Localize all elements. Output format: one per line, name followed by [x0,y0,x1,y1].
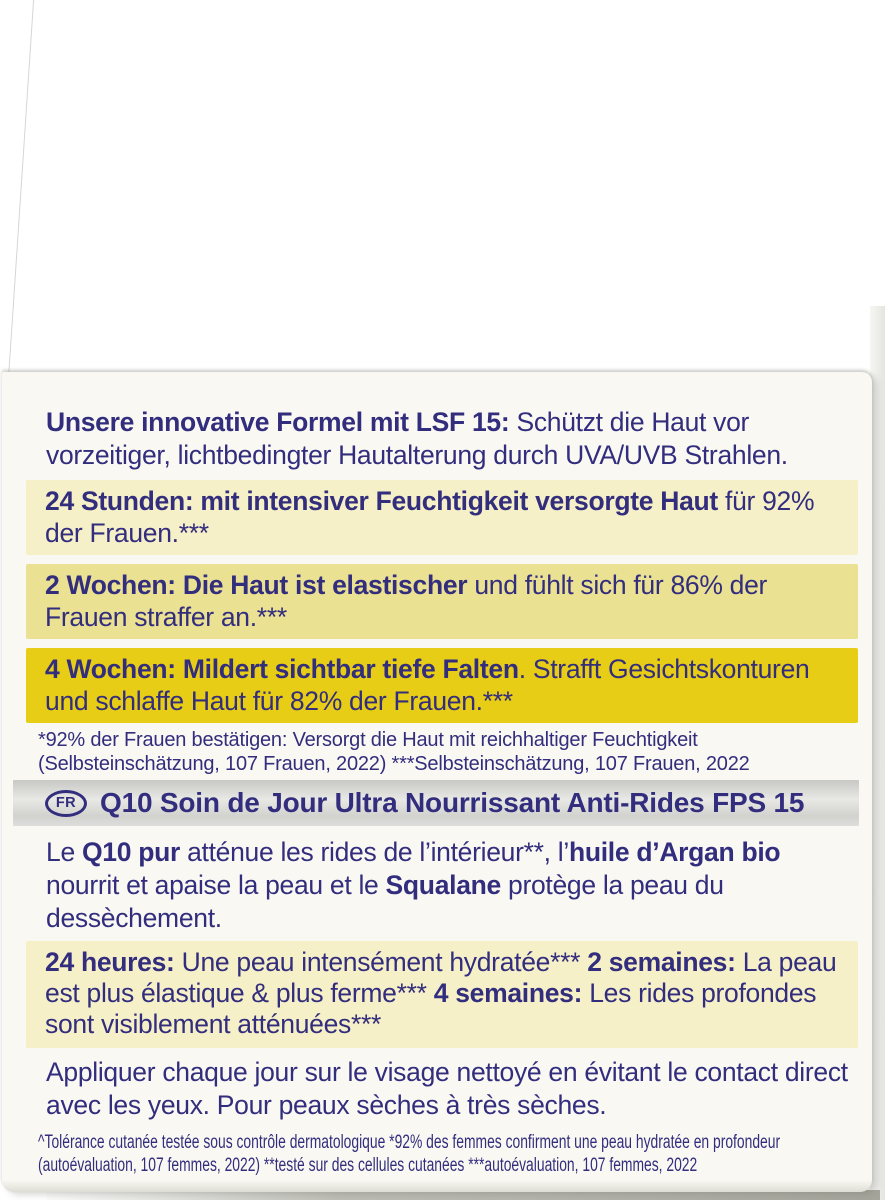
fr-desc-seg-6: protège la peau du dessèchement. [46,870,724,933]
fr-footnote: ^Tolérance cutanée testée sous contrôle dermatologique *92% des femmes confirment une peau hydratée en profondeur (autoévaluation, 107 femmes, 2022) **testé sur des cellules cutanées ***autoévaluation, 107 femmes, 2022 [38,1132,781,1176]
fr-description-paragraph [46,836,850,935]
de-intro-bold-text: Unsere innovative Formel mit LSF 15: [46,407,510,437]
de-footnote: *92% der Frauen bestätigen: Versorgt die Haut mit reichhaltiger Feuchtigkeit (Selbsteinschätzung, 107 Frauen, 2022) ***Selbsteinschätzung, 107 Frauen, 2022 [38,729,750,775]
fr-claims-highlight [26,941,858,1048]
fr-desc-seg-4: nourrit et apaise la peau et le [46,870,386,900]
de-claim-2w-bold-text: 2 Wochen: Die Haut ist elastischer [45,570,468,600]
fr-desc-seg-2: atténue les rides de l’intérieur**, l’ [180,837,569,867]
de-claim-4w-highlight [26,648,858,723]
box-back-panel [2,372,872,1192]
fr-claim-4w-bold: 4 semaines: [433,978,583,1008]
fr-language-badge-icon: FR [45,790,87,817]
fr-claim-24h-bold: 24 heures: [45,947,175,977]
fr-claim-24h-text: Une peau intensément hydratée*** [174,947,588,977]
fr-product-title: Q10 Soin de Jour Ultra Nourrissant Anti-Rides FPS 15 [100,787,805,818]
background-right-edge [870,306,885,1200]
de-claim-2w-highlight [26,564,858,639]
fr-desc-squalane-bold: Squalane [385,870,501,900]
fr-claim-4w-text: Les rides profondes sont visiblement atténuées*** [45,978,817,1039]
de-claim-4w-bold-text: 4 Wochen: Mildert sichtbar tiefe Falten [45,654,519,684]
fr-desc-seg-0: Le [46,837,82,867]
box-lid-crease [8,0,34,378]
de-intro-regular-text: Schützt die Haut vor vorzeitiger, lichtbedingter Hautalterung durch UVA/UVB Strahlen. [46,407,788,470]
de-claim-24h-bold-text: 24 Stunden: mit intensiver Feuchtigkeit versorgte Haut [45,486,718,516]
de-intro-paragraph [2,372,872,472]
de-claim-2w-regular-text: und fühlt sich für 86% der Frauen straffer an.*** [45,570,768,632]
fr-claim-2w-bold: 2 semaines: [587,947,736,977]
fr-desc-q10-bold: Q10 pur [81,837,180,867]
fr-title-bar [13,780,859,826]
fr-claim-2w-text: La peau est plus élastique & plus ferme*** [45,947,837,1008]
de-claim-24h-regular-text: für 92% der Frauen.*** [45,486,815,548]
de-claim-4w-regular-text: . Strafft Gesichtskonturen und schlaffe Haut für 82% der Frauen.*** [45,654,810,716]
de-claim-24h-highlight [26,480,858,555]
fr-usage-paragraph: Appliquer chaque jour sur le visage nettoyé en évitant le contact direct avec les yeux. Pour peaux sèches à très sèches. [46,1057,848,1120]
fr-desc-argan-bold: huile d’Argan bio [568,837,781,867]
